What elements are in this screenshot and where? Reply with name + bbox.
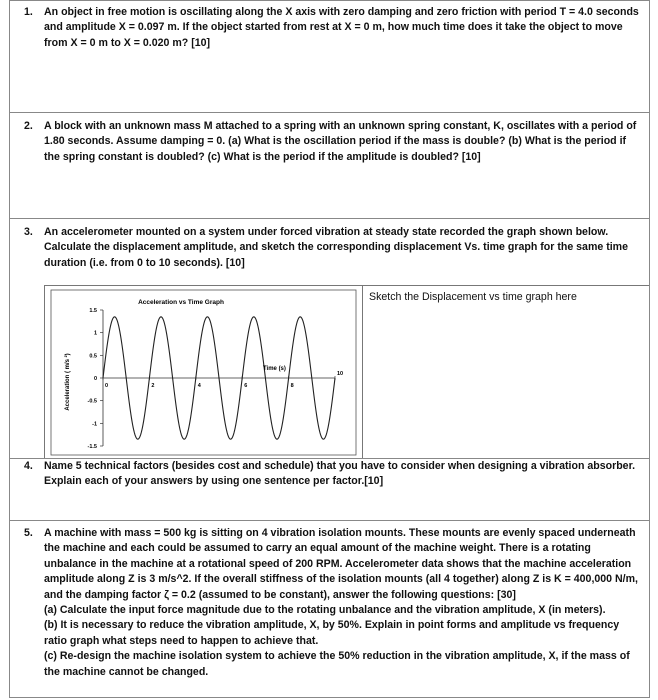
chart-cell: [44, 285, 363, 459]
chart-frame: [51, 290, 356, 455]
y-tick-label: 0: [93, 376, 97, 382]
x-axis-label: Time (s): [263, 366, 286, 372]
worksheet: [9, 0, 650, 698]
question-2: [24, 119, 641, 165]
y-tick-label: 1.5: [89, 308, 97, 314]
y-tick-label: -0.5: [87, 398, 97, 405]
question-3-text: An accelerometer mounted on a system under forced vibration at steady state recorded the graph shown below. Calculate the displacement amplitude, and sketch the corresponding displacement Vs. time graph for the same time duration (i.e. from 0 to 10 seconds). [10]: [44, 226, 628, 269]
question-3-box: [10, 218, 649, 458]
question-1: [24, 5, 641, 51]
question-5: [24, 526, 641, 680]
x-tick-label: 2: [151, 383, 155, 389]
question-2-text: A block with an unknown mass M attached to a spring with an unknown spring constant, K, oscillates with a period of 1.80 seconds. Assume damping = 0. (a) What is the oscillation period if the mass is double? (b) What is the period if the spring constant is doubled? (c) What is the period if the amplitude is doubled? [10]: [44, 120, 637, 163]
x-tick-label: 10: [337, 371, 344, 377]
question-2-box: [10, 112, 649, 218]
y-tick-label: 0.5: [89, 353, 97, 360]
question-3: [24, 225, 641, 271]
y-tick-label: -1.5: [87, 444, 97, 450]
question-3-number: 3.: [24, 226, 33, 238]
y-tick-label: 1: [93, 330, 97, 337]
question-5-part-c: (c) Re-design the machine isolation system to achieve the 50% reduction in the vibration amplitude, X, if the mass of the machine cannot be changed.: [44, 650, 630, 678]
acceleration-chart: [45, 286, 362, 458]
x-tick-label: 4: [197, 383, 201, 389]
x-tick-label: 8: [290, 383, 294, 389]
question-4-number: 4.: [24, 460, 33, 472]
x-tick-label: 0: [105, 383, 109, 389]
question-5-part-a: (a) Calculate the input force magnitude due to the rotating unbalance and the vibration amplitude, X (in meters).: [44, 604, 606, 617]
question-4-box: [10, 458, 649, 520]
question-4: [24, 459, 641, 490]
question-5-number: 5.: [24, 527, 33, 539]
question-1-text: An object in free motion is oscillating along the X axis with zero damping and zero friction with period T = 4.0 seconds and amplitude X = 0.097 m. If the object started from rest at X = 0 m, how much time does it take the object to move from X = 0 m to X = 0.020 m? [10]: [44, 6, 639, 49]
sketch-label: Sketch the Displacement vs time graph here: [369, 291, 577, 303]
question-5-box: [10, 520, 649, 697]
question-2-number: 2.: [24, 120, 33, 132]
question-1-box: [10, 0, 649, 112]
question-1-number: 1.: [24, 6, 33, 18]
chart-title: Acceleration vs Time Graph: [138, 299, 224, 306]
question-5-part-b: (b) It is necessary to reduce the vibration amplitude, X, by 50%. Explain in point forms and amplitude vs frequency ratio graph what steps need to happen to achieve that.: [44, 619, 620, 647]
sketch-cell[interactable]: [362, 285, 649, 459]
question-4-text: Name 5 technical factors (besides cost and schedule) that you have to consider when designing a vibration absorber. Explain each of your answers by using one sentence per factor.[10]: [44, 460, 636, 488]
question-5-text: A machine with mass = 500 kg is sitting on 4 vibration isolation mounts. These mounts are evenly spaced underneath the machine and each could be assumed to carry an equal amount of the machine weight. There is a rotating unbalance in the machine at a rotational speed of 200 RPM. Accelerometer data shows that the machine acceleration amplitude along Z is 3 m/s^2. If the overall stiffness of the isolation mounts (all 4 together) along Z is K = 400,000 N/m, and the damping factor ζ = 0.2 (assumed to be constant), answer the following questions: [30]: [44, 527, 638, 601]
y-tick-label: -1: [92, 421, 97, 428]
x-tick-label: 6: [244, 383, 248, 389]
y-axis-label: Acceleration ( m/s ²): [65, 353, 71, 411]
